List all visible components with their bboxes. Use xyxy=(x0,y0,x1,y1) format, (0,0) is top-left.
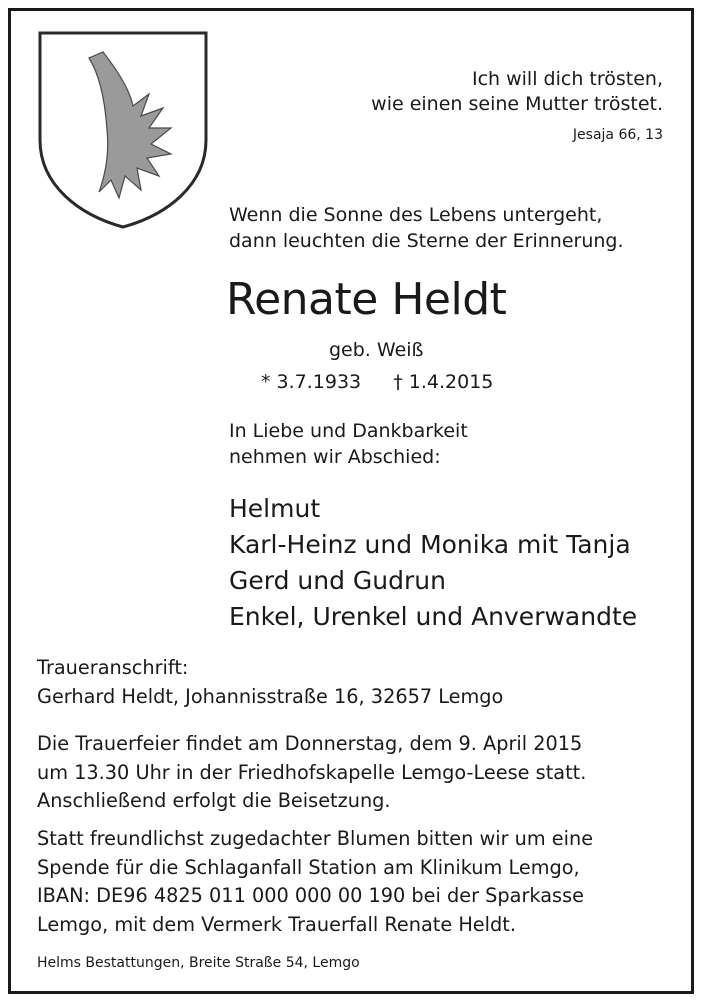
ceremony-block xyxy=(37,730,586,816)
antler-crest-icon xyxy=(37,30,209,230)
birth-date: * 3.7.1933 xyxy=(261,371,362,393)
birth-name: geb. Weiß xyxy=(329,339,424,361)
family-list xyxy=(229,491,637,635)
death-date: † 1.4.2015 xyxy=(393,371,494,393)
donation-line: Spende für die Schlaganfall Station am Klinikum Lemgo, xyxy=(37,855,580,879)
quote-line-1: Ich will dich trösten, xyxy=(471,68,663,90)
ceremony-line: um 13.30 Uhr in der Friedhofskapelle Lemgo-Leese statt. xyxy=(37,760,587,784)
farewell-line-2: nehmen wir Abschied: xyxy=(229,446,441,468)
motto-line-1: Wenn die Sonne des Lebens untergeht, xyxy=(229,204,603,226)
address-block xyxy=(37,654,503,711)
family-member: Gerd und Gudrun xyxy=(229,566,446,595)
address-value: Gerhard Heldt, Johannisstraße 16, 32657 Lemgo xyxy=(37,684,504,708)
ceremony-line: Die Trauerfeier findet am Donnerstag, dem 9. April 2015 xyxy=(37,732,583,755)
address-label: Traueranschrift: xyxy=(37,656,189,679)
deceased-name: Renate Heldt xyxy=(226,274,507,325)
family-member: Helmut xyxy=(229,494,321,523)
donation-line: Statt freundlichst zugedachter Blumen bitten wir um eine xyxy=(37,827,594,850)
ceremony-line: Anschließend erfolgt die Beisetzung. xyxy=(37,789,391,812)
family-member: Karl-Heinz und Monika mit Tanja xyxy=(229,530,631,559)
quote-line-2: wie einen seine Mutter tröstet. xyxy=(371,93,663,115)
donation-line: IBAN: DE96 4825 011 000 000 00 190 bei der Sparkasse xyxy=(37,884,584,907)
donation-block xyxy=(37,825,593,939)
farewell-block xyxy=(229,418,468,470)
life-dates xyxy=(261,371,493,393)
funeral-home-footer: Helms Bestattungen, Breite Straße 54, Lemgo xyxy=(37,955,360,971)
family-member: Enkel, Urenkel und Anverwandte xyxy=(229,602,638,631)
donation-line: Lemgo, mit dem Vermerk Trauerfall Renate Heldt. xyxy=(37,912,516,936)
quote-source: Jesaja 66, 13 xyxy=(572,127,663,143)
motto-line-2: dann leuchten die Sterne der Erinnerung. xyxy=(229,230,624,252)
farewell-line-1: In Liebe und Dankbarkeit xyxy=(229,420,468,442)
